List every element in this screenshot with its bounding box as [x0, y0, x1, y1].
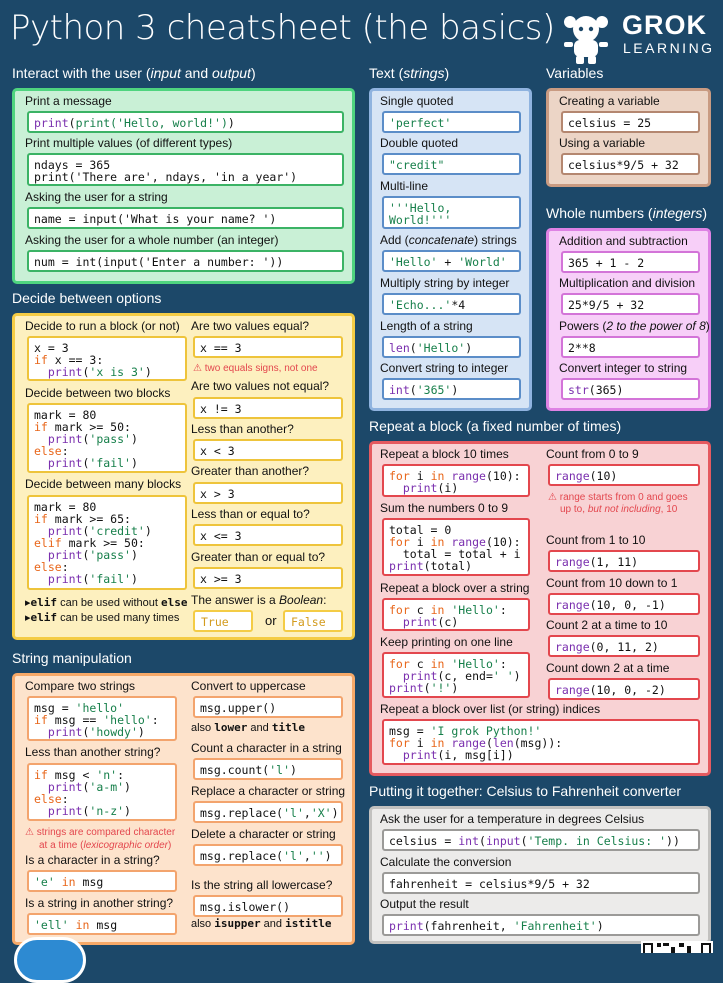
section-heading-variables: Variables: [546, 65, 604, 81]
label-less-string: Less than another string?: [25, 745, 161, 759]
label-str-to-int: Convert string to integer: [380, 361, 509, 375]
code-delete: msg.replace('l',''): [193, 844, 343, 866]
code-repeat-10: for i in range(10): print(i): [382, 464, 530, 497]
label-ask-integer: Asking the user for a whole number (an integer): [25, 233, 279, 247]
section-heading-decide: Decide between options: [12, 290, 162, 306]
label-create-variable: Creating a variable: [559, 94, 660, 108]
warning-lexicographic-1: ⚠ strings are compared character: [25, 827, 176, 838]
code-one-line: for c in 'Hello': print(c, end=' ') print('!'): [382, 652, 530, 698]
label-boolean: The answer is a Boolean:: [191, 593, 327, 607]
code-compare-strings: msg = 'hello' if msg == 'hello': print('howdy'): [27, 696, 177, 741]
robot-logo-icon: [558, 12, 614, 66]
label-print-message: Print a message: [25, 94, 112, 108]
code-char-in-string: 'e' in msg: [27, 870, 177, 892]
warning-range-2: up to, but not including, 10: [560, 504, 678, 515]
label-count-1-10: Count from 1 to 10: [546, 533, 646, 547]
code-print-message: print(print('Hello, world!')): [27, 111, 344, 133]
code-multi-line: '''Hello, World!''': [382, 196, 521, 229]
label-calc: Calculate the conversion: [380, 855, 512, 869]
label-less-equal: Less than or equal to?: [191, 507, 310, 521]
label-count: Count a character in a string: [191, 741, 342, 755]
label-single-quoted: Single quoted: [380, 94, 454, 108]
label-uppercase: Convert to uppercase: [191, 679, 306, 693]
label-length: Length of a string: [380, 319, 473, 333]
code-greater-than: x > 3: [193, 482, 343, 504]
code-count-down-2: range(10, 0, -2): [548, 678, 700, 700]
label-one-line: Keep printing on one line: [380, 635, 513, 649]
code-run-block: x = 3 if x == 3: print('x is 3'): [27, 336, 187, 381]
panel-whole-numbers: [546, 228, 711, 411]
code-int-to-str: str(365): [561, 378, 700, 400]
code-less-string: if msg < 'n': print('a-m') else: print('n-z'): [27, 763, 177, 821]
note-isupper-istitle: also isupper and istitle: [191, 917, 332, 930]
code-add-sub: 365 + 1 - 2: [561, 251, 700, 273]
code-str-to-int: int('365'): [382, 378, 521, 400]
label-list-indices: Repeat a block over list (or string) indices: [380, 702, 601, 716]
label-ask-temp: Ask the user for a temperature in degrees Celsius: [380, 812, 645, 826]
label-greater-than: Greater than another?: [191, 464, 310, 478]
panel-string-manipulation: [12, 673, 355, 945]
code-ask-integer: num = int(input('Enter a number: ')): [27, 250, 344, 272]
label-concatenate: Add (concatenate) strings: [380, 233, 517, 247]
section-heading-text: Text (strings): [369, 65, 450, 81]
label-count-2: Count 2 at a time to 10: [546, 618, 668, 632]
code-print-multiple: ndays = 365 print('There are', ndays, 'in a year'): [27, 153, 344, 186]
label-equal: Are two values equal?: [191, 319, 310, 333]
label-use-variable: Using a variable: [559, 136, 646, 150]
code-not-equal: x != 3: [193, 397, 343, 419]
label-run-block: Decide to run a block (or not): [25, 319, 180, 333]
code-use-variable: celsius*9/5 + 32: [561, 153, 700, 175]
label-add-sub: Addition and subtraction: [559, 234, 688, 248]
label-print-multiple: Print multiple values (of different types): [25, 136, 233, 150]
label-two-blocks: Decide between two blocks: [25, 386, 171, 400]
code-double-quoted: "credit": [382, 153, 521, 175]
code-many-blocks: mark = 80 if mark >= 65: print('credit') elif mark >= 50: print('pass') else: print('fail'): [27, 495, 187, 590]
label-powers: Powers (2 to the power of 8): [559, 319, 710, 333]
panel-variables: [546, 88, 711, 187]
label-ask-string: Asking the user for a string: [25, 190, 168, 204]
logo-wordmark: GROK: [622, 10, 707, 40]
panel-text: [369, 88, 532, 411]
code-single-quoted: 'perfect': [382, 111, 521, 133]
panel-interact: [12, 88, 355, 284]
label-many-blocks: Decide between many blocks: [25, 477, 182, 491]
code-list-indices: msg = 'I grok Python!' for i in range(len(msg)): print(i, msg[i]): [382, 719, 700, 765]
code-less-than: x < 3: [193, 439, 343, 461]
code-less-equal: x <= 3: [193, 524, 343, 546]
code-output: print(fahrenheit, 'Fahrenheit'): [382, 914, 700, 936]
note-elif-many: ▸elif can be used many times: [25, 611, 180, 624]
label-less-than: Less than another?: [191, 422, 294, 436]
label-multiply-string: Multiply string by integer: [380, 276, 510, 290]
code-length: len('Hello'): [382, 336, 521, 358]
label-char-in-string: Is a character in a string?: [25, 853, 160, 867]
code-replace: msg.replace('l','X'): [193, 801, 343, 823]
code-greater-equal: x >= 3: [193, 567, 343, 589]
label-islower: Is the string all lowercase?: [191, 878, 333, 892]
label-double-quoted: Double quoted: [380, 136, 459, 150]
code-sum: total = 0 for i in range(10): total = total + i print(total): [382, 518, 530, 576]
logo-subtitle: LEARNING: [623, 40, 715, 56]
code-powers: 2**8: [561, 336, 700, 358]
note-elif-else: ▸elif can be used without else: [25, 596, 188, 609]
code-string-in-string: 'ell' in msg: [27, 913, 177, 935]
code-count-0-9: range(10): [548, 464, 700, 486]
code-concatenate: 'Hello' + 'World': [382, 250, 521, 272]
page-title: Python 3 cheatsheet (the basics): [10, 8, 555, 48]
warning-lexicographic-2: at a time (lexicographic order): [39, 840, 172, 851]
label-delete: Delete a character or string: [191, 827, 336, 841]
panel-repeat: [369, 441, 711, 776]
label-string-in-string: Is a string in another string?: [25, 896, 174, 910]
label-count-down-2: Count down 2 at a time: [546, 661, 670, 675]
label-count-0-9: Count from 0 to 9: [546, 447, 639, 461]
panel-together: [369, 806, 711, 944]
warning-equals: ⚠ two equals signs, not one: [193, 363, 318, 374]
label-count-down: Count from 10 down to 1: [546, 576, 678, 590]
code-ask-string: name = input('What is your name? '): [27, 207, 344, 229]
circle-badge-icon: [14, 937, 86, 983]
label-not-equal: Are two values not equal?: [191, 379, 330, 393]
qr-code-icon: [641, 941, 713, 953]
label-or: or: [265, 613, 277, 628]
code-count-2: range(0, 11, 2): [548, 635, 700, 657]
code-ask-temp: celsius = int(input('Temp. in Celsius: ')): [382, 829, 700, 851]
code-count-1-10: range(1, 11): [548, 550, 700, 572]
section-heading-whole-numbers: Whole numbers (integers): [546, 205, 708, 221]
code-create-variable: celsius = 25: [561, 111, 700, 133]
section-heading-together: Putting it together: Celsius to Fahrenheit converter: [369, 783, 682, 799]
code-over-string: for c in 'Hello': print(c): [382, 598, 530, 631]
label-sum: Sum the numbers 0 to 9: [380, 501, 509, 515]
code-uppercase: msg.upper(): [193, 696, 343, 718]
code-count-down: range(10, 0, -1): [548, 593, 700, 615]
label-mul-div: Multiplication and division: [559, 276, 696, 290]
code-true: True: [193, 610, 253, 632]
label-over-string: Repeat a block over a string: [380, 581, 530, 595]
note-lower-title: also lower and title: [191, 721, 305, 734]
code-two-blocks: mark = 80 if mark >= 50: print('pass') else: print('fail'): [27, 403, 187, 473]
warning-range-1: ⚠ range starts from 0 and goes: [548, 492, 688, 503]
label-compare-strings: Compare two strings: [25, 679, 136, 693]
code-false: False: [283, 610, 343, 632]
code-mul-div: 25*9/5 + 32: [561, 293, 700, 315]
section-heading-interact: Interact with the user (input and output): [12, 65, 256, 81]
panel-decide: [12, 313, 355, 640]
label-int-to-str: Convert integer to string: [559, 361, 688, 375]
code-equal: x == 3: [193, 336, 343, 358]
code-multiply-string: 'Echo...'*4: [382, 293, 521, 315]
code-calc: fahrenheit = celsius*9/5 + 32: [382, 872, 700, 894]
code-count: msg.count('l'): [193, 758, 343, 780]
label-replace: Replace a character or string: [191, 784, 346, 798]
label-greater-equal: Greater than or equal to?: [191, 550, 326, 564]
label-output: Output the result: [380, 897, 469, 911]
code-islower: msg.islower(): [193, 895, 343, 917]
section-heading-string-manipulation: String manipulation: [12, 650, 132, 666]
label-repeat-10: Repeat a block 10 times: [380, 447, 509, 461]
label-multi-line: Multi-line: [380, 179, 429, 193]
section-heading-repeat: Repeat a block (a fixed number of times): [369, 418, 622, 434]
